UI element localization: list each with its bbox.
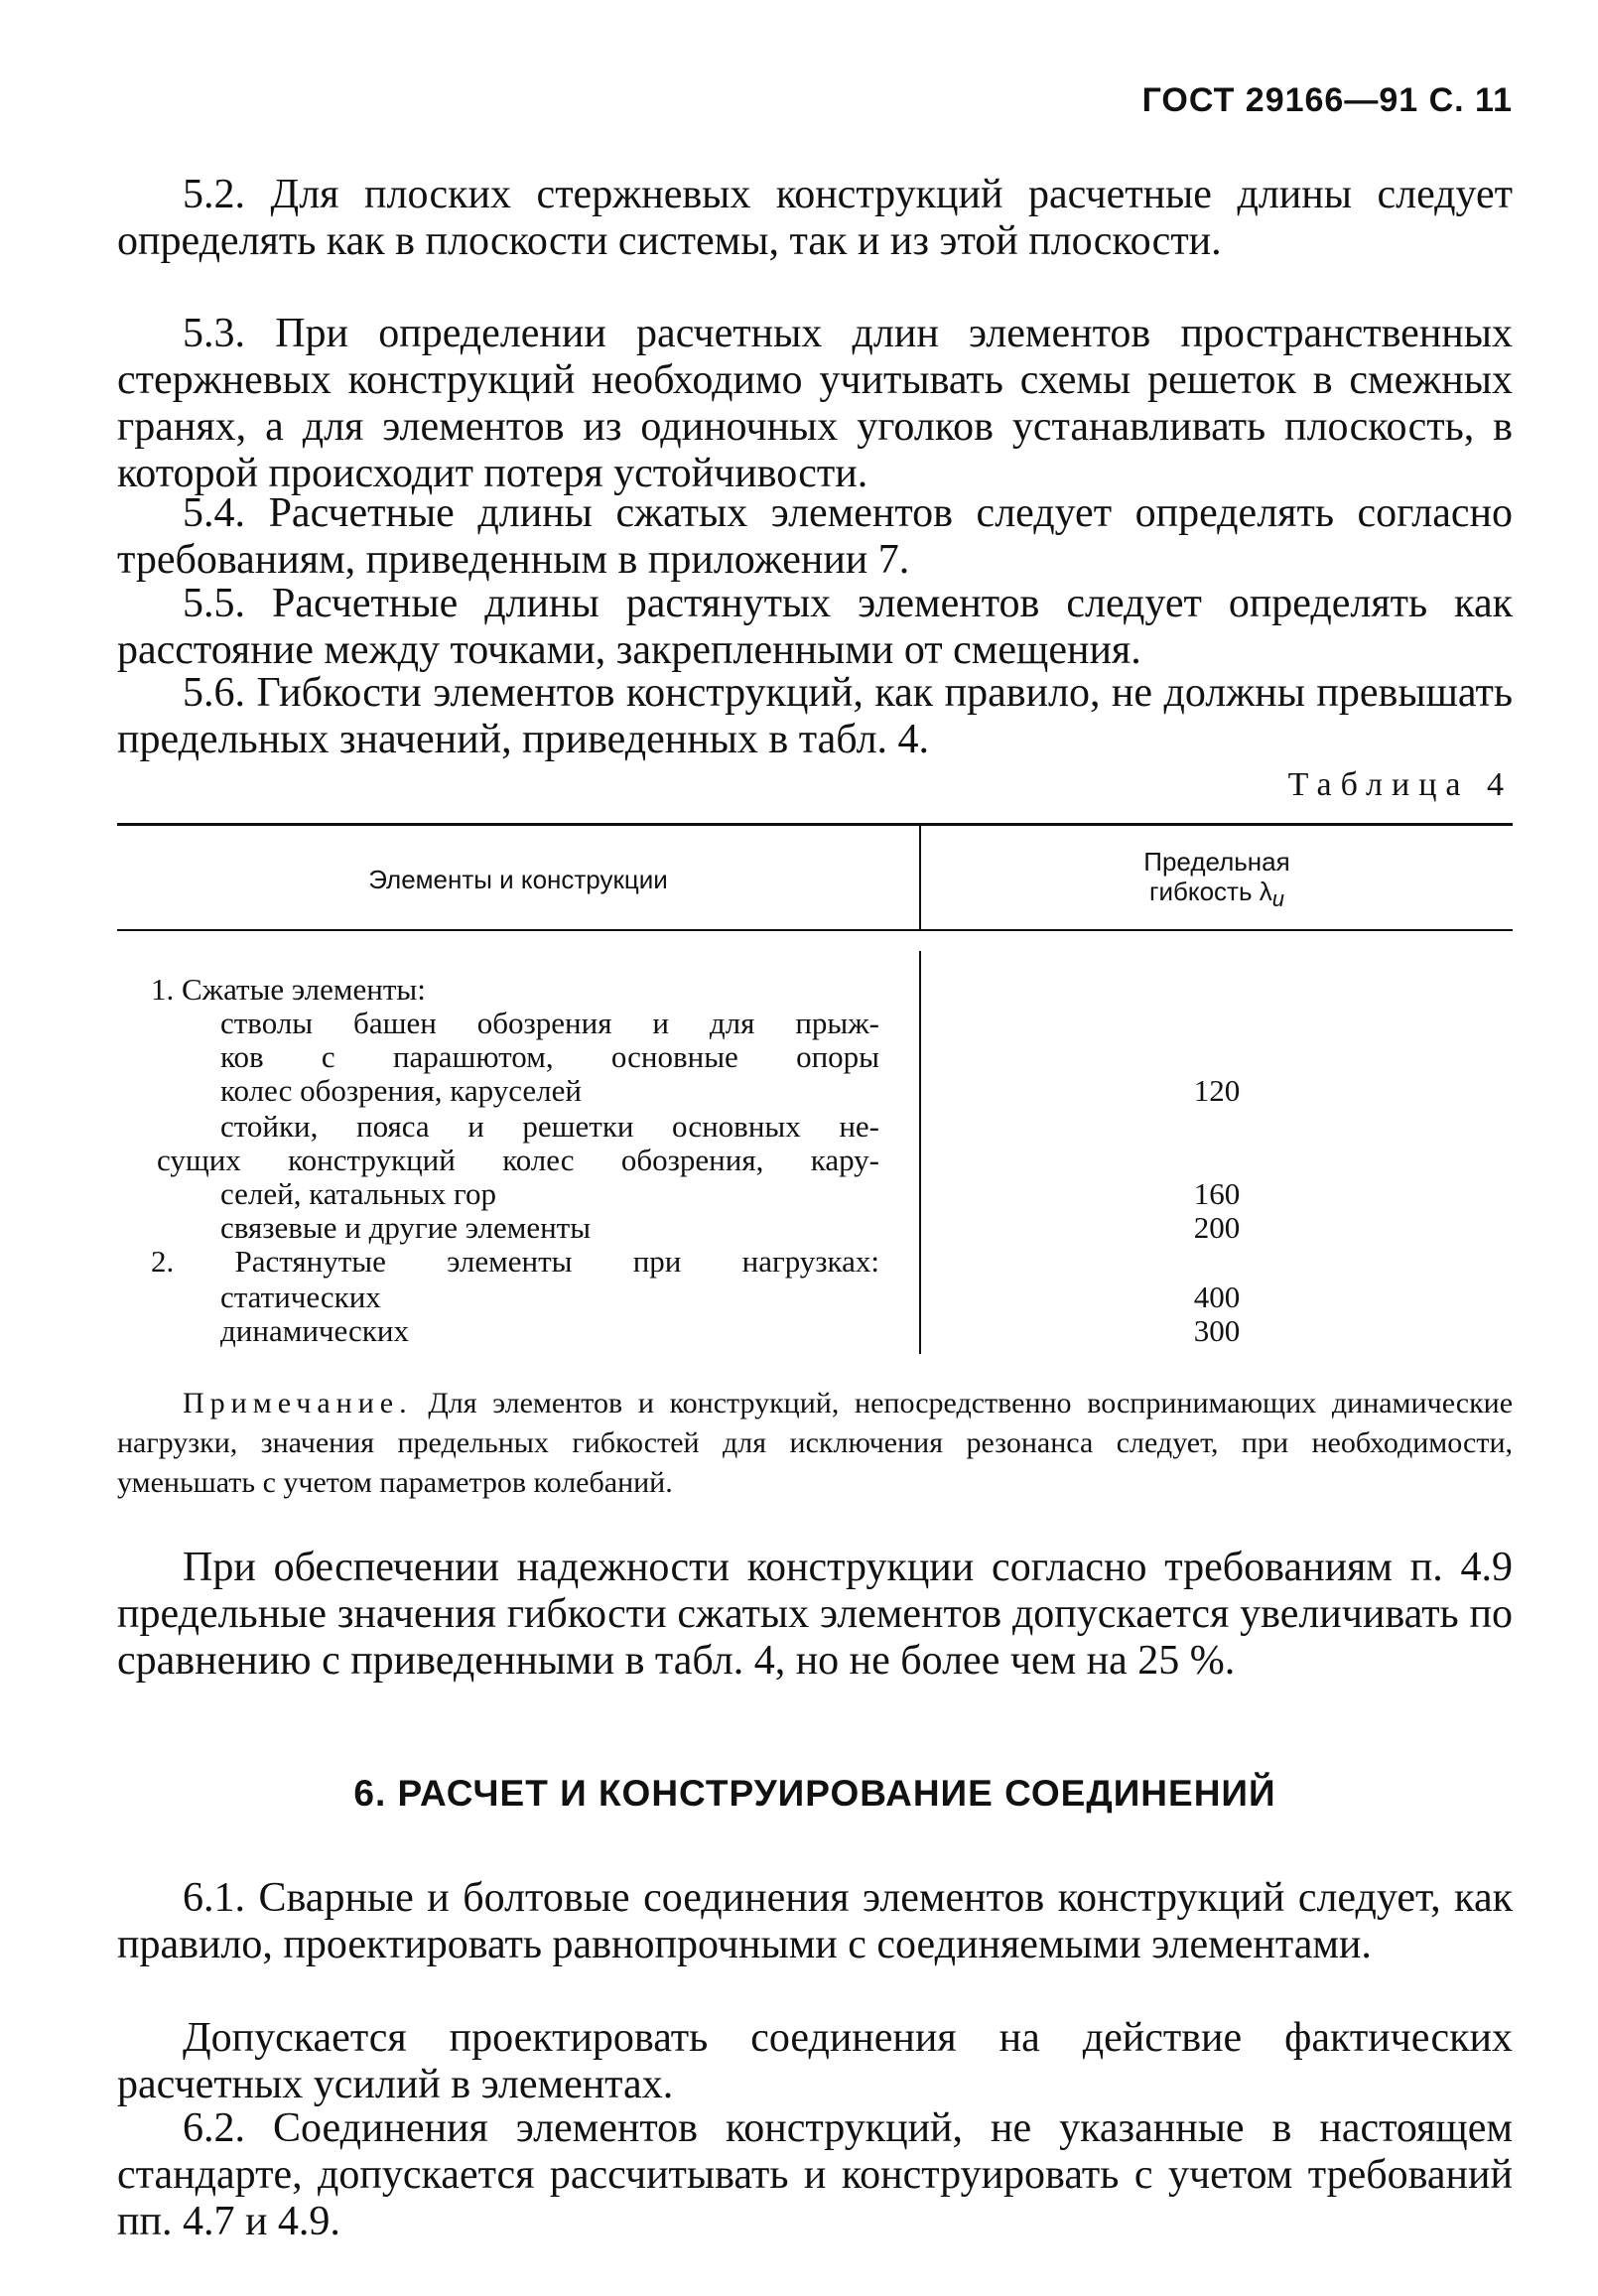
note-text: Для элементов и конструкций, непосредственно воспринимающих динамические нагрузки, значения предельных гибкостей для исключения резонанса следует, при необходимости, уменьшать с учетом параметров колебаний. xyxy=(117,1387,1514,1499)
table-value: 200 xyxy=(1193,1210,1241,1245)
table-row: сущих конструкций колес обозрения, кару- xyxy=(157,1143,879,1177)
paragraph-5-4: 5.4. Расчетные длины сжатых элементов следует определять согласно требованиям, приведенным в приложении 7. xyxy=(117,490,1513,583)
table-row: стволы башен обозрения и для прыж- xyxy=(220,1006,879,1040)
table-row: колес обозрения, каруселей xyxy=(220,1073,582,1108)
table-row: связевые и другие элементы xyxy=(220,1210,592,1245)
table-col-header-flexibility xyxy=(921,847,1513,914)
table-row: динамических xyxy=(220,1313,409,1348)
table-value: 400 xyxy=(1193,1280,1241,1314)
paragraph-after-table: При обеспечении надежности конструкции согласно требованиям п. 4.9 предельные значения гибкости сжатых элементов допускается увеличивать по сравнению с приведенными в табл. 4, но не более чем на 25 %. xyxy=(117,1545,1513,1684)
table-note xyxy=(117,1384,1513,1503)
note-label: Примечание. xyxy=(183,1387,413,1419)
paragraph-5-3: 5.3. При определении расчетных длин элементов пространственных стержневых конструкций необходимо учитывать схемы решеток в смежных гранях, а для элементов из одиночных уголков устанавливать плоскость, в которой происходит потеря устойчивости. xyxy=(117,311,1513,496)
table-row: статических xyxy=(220,1280,381,1314)
table-col-header-line2: гибкость $\lambda_u$ xyxy=(1149,877,1284,912)
table-value: 160 xyxy=(1193,1176,1241,1211)
paragraph-6-2: 6.2. Соединения элементов конструкций, не указанные в настоящем стандарте, допускается рассчитывать и конструировать с учетом требований пп. 4.7 и 4.9. xyxy=(117,2105,1513,2244)
paragraph-6-1: 6.1. Сварные и болтовые соединения элементов конструкций следует, как правило, проектировать равнопрочными с соединяемыми элементами. xyxy=(117,1875,1513,1967)
table-caption: Таблица 4 xyxy=(1287,766,1513,803)
page-header: ГОСТ 29166—91 С. 11 xyxy=(1141,81,1513,119)
table-row: 1. Сжатые элементы: xyxy=(151,972,426,1007)
table-row: ков с парашютом, основные опоры xyxy=(220,1039,879,1074)
table-header-rule xyxy=(117,929,1513,931)
paragraph-6-1-continued: Допускается проектировать соединения на действие фактических расчетных усилий в элементах. xyxy=(117,2015,1513,2107)
table-top-rule xyxy=(117,823,1513,826)
table-value: 300 xyxy=(1193,1313,1241,1348)
table-col-header-line1: Предельная xyxy=(1143,847,1290,877)
table-row: селей, катальных гор xyxy=(220,1176,496,1211)
table-row: стойки, пояса и решетки основных не- xyxy=(220,1109,879,1144)
table-row: 2. Растянутые элементы при нагрузках: xyxy=(151,1244,879,1279)
document-page xyxy=(117,0,1513,2296)
paragraph-5-2: 5.2. Для плоских стержневых конструкций расчетные длины следует определять как в плоскости системы, так и из этой плоскости. xyxy=(117,172,1513,264)
section-6-title: 6. РАСЧЕТ И КОНСТРУИРОВАНИЕ СОЕДИНЕНИЙ xyxy=(353,1773,1276,1814)
table-value: 120 xyxy=(1193,1073,1241,1108)
paragraph-5-5: 5.5. Расчетные длины растянутых элементов следует определять как расстояние между точками, закрепленными от смещения. xyxy=(117,581,1513,673)
paragraph-5-6: 5.6. Гибкости элементов конструкций, как правило, не должны превышать предельных значений, приведенных в табл. 4. xyxy=(117,670,1513,762)
table-col-header-elements: Элементы и конструкции xyxy=(368,865,668,894)
